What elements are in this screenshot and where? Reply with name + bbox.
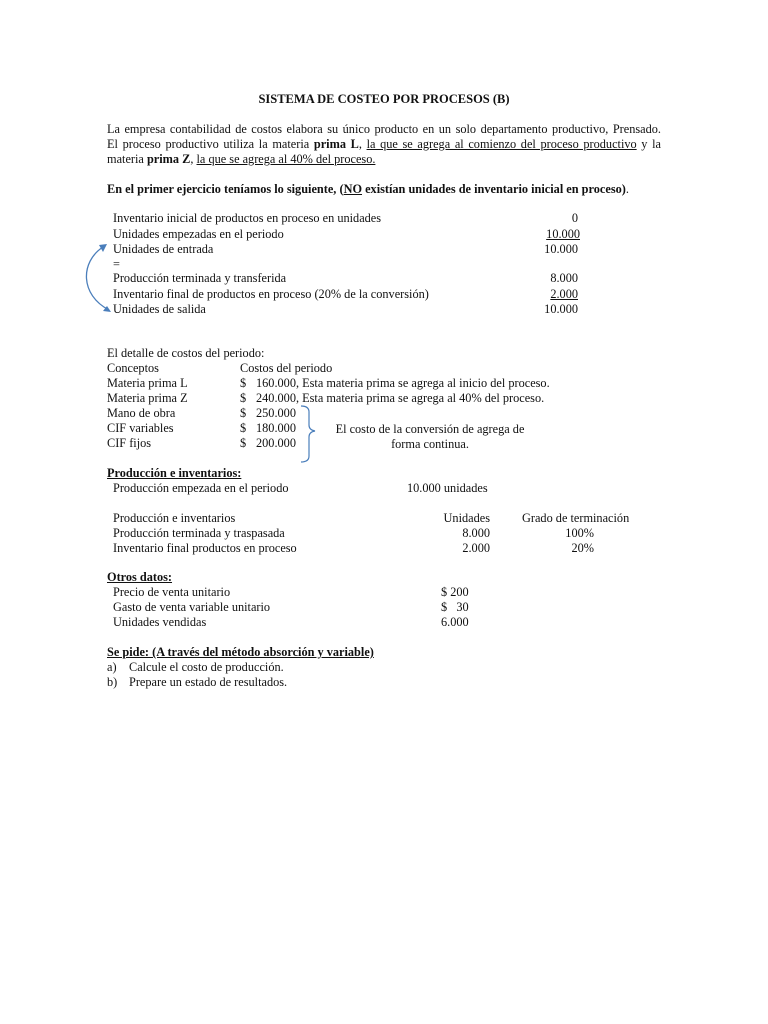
cost-concept-2: Mano de obra (107, 406, 176, 420)
ask-item-0-text: Calcule el costo de producción. (129, 660, 284, 674)
page-title: SISTEMA DE COSTEO POR PROCESOS (B) (258, 92, 510, 106)
production-row-0-grade: 100% (565, 526, 594, 540)
other-row-1-value: $ 30 (441, 600, 469, 614)
units-value-0: 0 (571, 211, 578, 225)
costs-header-concept: Conceptos (107, 361, 159, 375)
conversion-note-line-2: forma continua. (391, 437, 469, 451)
production-row-1-label: Inventario final productos en proceso (113, 541, 297, 555)
cost-currency-0: $ (240, 376, 247, 390)
cost-amount-4: 200.000 (256, 436, 296, 450)
production-started-value: 10.000 unidades (407, 481, 488, 495)
production-row-1-grade: 20% (571, 541, 594, 555)
intro-line-2: El proceso productivo utiliza la materia prima L, la que se agrega al comienzo del proceso productivo y la (107, 137, 661, 151)
curved-arrow-icon (86, 247, 109, 310)
units-label-2: Unidades de entrada (113, 242, 214, 256)
units-value-2: 10.000 (544, 242, 578, 256)
cost-concept-1: Materia prima Z (107, 391, 188, 405)
units-value-5: 2.000 (550, 287, 578, 301)
costs-intro: El detalle de costos del periodo: (107, 346, 265, 360)
production-row-0-label: Producción terminada y traspasada (113, 526, 285, 540)
intro-line-3: materia prima Z, la que se agrega al 40% del proceso. (107, 152, 376, 166)
other-heading: Otros datos: (107, 570, 173, 584)
other-row-0-value: $ 200 (441, 585, 469, 599)
other-row-0-label: Precio de venta unitario (113, 585, 231, 599)
other-row-1-label: Gasto de venta variable unitario (113, 600, 271, 614)
production-col-label: Producción e inventarios (113, 511, 236, 525)
cost-currency-4: $ (240, 436, 247, 450)
units-value-4: 8.000 (550, 271, 578, 285)
units-value-1: 10.000 (546, 227, 580, 241)
other-row-2-value: 6.000 (441, 615, 469, 629)
production-col-grade: Grado de terminación (522, 511, 630, 525)
ask-heading: Se pide: (A través del método absorción y variable) (107, 645, 374, 659)
other-row-2-label: Unidades vendidas (113, 615, 207, 629)
arrowhead-top-icon (99, 244, 107, 252)
production-row-0-units: 8.000 (462, 526, 490, 540)
costs-header-cost: Costos del periodo (240, 361, 333, 375)
cost-concept-4: CIF fijos (107, 436, 152, 450)
cost-currency-2: $ (240, 406, 247, 420)
units-label-0: Inventario inicial de productos en proceso en unidades (113, 211, 382, 225)
units-label-4: Producción terminada y transferida (113, 271, 287, 285)
cost-amount-3: 180.000 (256, 421, 296, 435)
production-col-units: Unidades (443, 511, 490, 525)
units-label-6: Unidades de salida (113, 302, 206, 316)
cost-concept-3: CIF variables (107, 421, 174, 435)
intro-line-1: La empresa contabilidad de costos elabora su único producto en un solo departamento productivo, Prensado. (107, 122, 661, 136)
cost-amount-2: 250.000 (256, 406, 296, 420)
production-row-1-units: 2.000 (462, 541, 490, 555)
cost-currency-1: $ (240, 391, 247, 405)
cost-amount-1: 240.000, Esta materia prima se agrega al 40% del proceso. (256, 391, 545, 405)
units-label-5: Inventario final de productos en proceso (20% de la conversión) (113, 287, 429, 301)
cost-currency-3: $ (240, 421, 247, 435)
units-value-6: 10.000 (544, 302, 578, 316)
production-heading: Producción e inventarios: (107, 466, 242, 480)
units-label-3: = (113, 257, 120, 271)
cost-concept-0: Materia prima L (107, 376, 188, 390)
ask-item-0-marker: a) (107, 660, 117, 674)
production-started-label: Producción empezada en el periodo (113, 481, 289, 495)
cost-amount-0: 160.000, Esta materia prima se agrega al inicio del proceso. (256, 376, 550, 390)
ask-item-1-text: Prepare un estado de resultados. (129, 675, 288, 689)
ask-item-1-marker: b) (107, 675, 118, 689)
curly-brace-icon (301, 406, 315, 462)
units-label-1: Unidades empezadas en el periodo (113, 227, 284, 241)
conversion-note-line-1: El costo de la conversión de agrega de (335, 422, 525, 436)
first-period-statement: En el primer ejercicio teníamos lo siguiente, (NO existían unidades de inventario inicial en proceso). (107, 182, 629, 196)
